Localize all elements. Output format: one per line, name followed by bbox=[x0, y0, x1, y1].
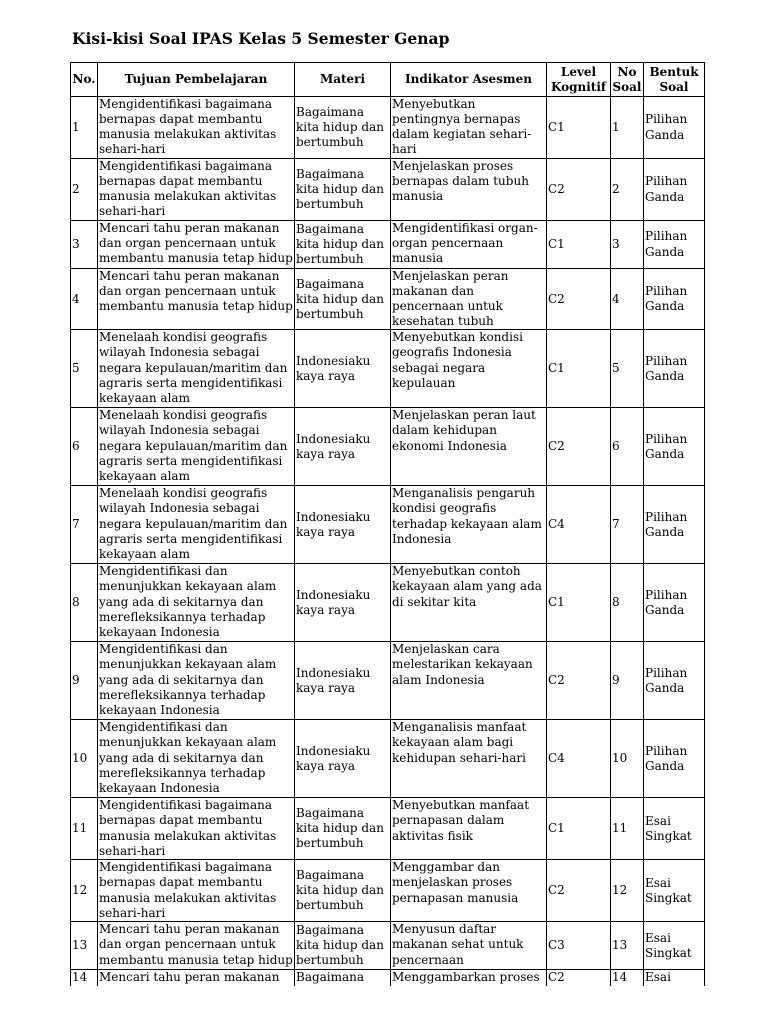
cell-bentuk: Esai bbox=[644, 970, 705, 1010]
cell-materi: Bagaimana kita hidup dan bertumbuh bbox=[295, 159, 391, 221]
cell-tujuan: Menelaah kondisi geografis wilayah Indonesia sebagai negara kepulauan/maritim dan agraris serta mengidentifikasi kekayaan alam bbox=[98, 486, 295, 564]
header-indikator: Indikator Asesmen bbox=[391, 63, 547, 97]
cell-materi: Bagaimana kita hidup dan bertumbuh bbox=[295, 97, 391, 159]
table-row bbox=[71, 408, 705, 486]
cell-indikator: Menyusun daftar makanan sehat untuk pencernaan bbox=[391, 922, 547, 970]
cell-tujuan: Mengidentifikasi bagaimana bernapas dapat membantu manusia melakukan aktivitas sehari-hari bbox=[98, 860, 295, 922]
cell-level: C1 bbox=[547, 564, 611, 642]
header-level bbox=[547, 63, 611, 97]
kisi-kisi-table bbox=[70, 62, 705, 1010]
cell-materi: Indonesiaku kaya raya bbox=[295, 720, 391, 798]
cell-tujuan: Mengidentifikasi bagaimana bernapas dapat membantu manusia melakukan aktivitas sehari-hari bbox=[98, 97, 295, 159]
cell-bentuk: Pilihan Ganda bbox=[644, 642, 705, 720]
header-tujuan: Tujuan Pembelajaran bbox=[98, 63, 295, 97]
cell-soal: 2 bbox=[611, 159, 644, 221]
cell-level: C2 bbox=[547, 970, 611, 1010]
cell-soal: 14 bbox=[611, 970, 644, 1010]
header-soal-line2: Soal bbox=[612, 79, 642, 94]
cell-materi: Bagaimana kita hidup dan bertumbuh bbox=[295, 798, 391, 860]
cell-bentuk: Pilihan Ganda bbox=[644, 269, 705, 330]
cell-materi: Bagaimana kita hidup dan bertumbuh bbox=[295, 922, 391, 970]
cell-level: C1 bbox=[547, 221, 611, 269]
table-header-row bbox=[71, 63, 705, 97]
cell-indikator: Menyebutkan contoh kekayaan alam yang ada di sekitar kita bbox=[391, 564, 547, 642]
cell-bentuk: Pilihan Ganda bbox=[644, 330, 705, 408]
cell-no: 7 bbox=[71, 486, 98, 564]
cell-tujuan: Mencari tahu peran makanan bbox=[98, 970, 295, 1010]
table-row bbox=[71, 720, 705, 798]
cell-no: 13 bbox=[71, 922, 98, 970]
cell-no: 6 bbox=[71, 408, 98, 486]
cell-level: C3 bbox=[547, 922, 611, 970]
cell-soal: 9 bbox=[611, 642, 644, 720]
cell-no: 11 bbox=[71, 798, 98, 860]
cell-materi: Bagaimana kita hidup dan bertumbuh bbox=[295, 221, 391, 269]
cell-tujuan: Mengidentifikasi bagaimana bernapas dapat membantu manusia melakukan aktivitas sehari-hari bbox=[98, 159, 295, 221]
header-soal bbox=[611, 63, 644, 97]
cell-level: C1 bbox=[547, 97, 611, 159]
cell-level: C4 bbox=[547, 486, 611, 564]
cell-no: 14 bbox=[71, 970, 98, 1010]
cell-materi: Bagaimana kita hidup dan bertumbuh bbox=[295, 269, 391, 330]
table-row bbox=[71, 798, 705, 860]
cell-indikator: Menjelaskan peran makanan dan pencernaan untuk kesehatan tubuh bbox=[391, 269, 547, 330]
header-bentuk-line1: Bentuk bbox=[649, 64, 699, 79]
cell-indikator: Menyebutkan kondisi geografis Indonesia sebagai negara kepulauan bbox=[391, 330, 547, 408]
cell-indikator: Menyebutkan pentingnya bernapas dalam kegiatan sehari-hari bbox=[391, 97, 547, 159]
cell-no: 2 bbox=[71, 159, 98, 221]
cell-indikator: Menjelaskan proses bernapas dalam tubuh manusia bbox=[391, 159, 547, 221]
header-materi: Materi bbox=[295, 63, 391, 97]
table-row bbox=[71, 860, 705, 922]
cell-no: 9 bbox=[71, 642, 98, 720]
cell-soal: 7 bbox=[611, 486, 644, 564]
table-row bbox=[71, 922, 705, 970]
cell-indikator: Menggambar dan menjelaskan proses pernapasan manusia bbox=[391, 860, 547, 922]
table-row bbox=[71, 221, 705, 269]
cell-tujuan: Menelaah kondisi geografis wilayah Indonesia sebagai negara kepulauan/maritim dan agraris serta mengidentifikasi kekayaan alam bbox=[98, 330, 295, 408]
cell-materi: Bagaimana bbox=[295, 970, 391, 1010]
cell-level: C1 bbox=[547, 330, 611, 408]
cell-bentuk: Esai Singkat bbox=[644, 922, 705, 970]
cell-soal: 12 bbox=[611, 860, 644, 922]
cell-soal: 5 bbox=[611, 330, 644, 408]
cell-tujuan: Menelaah kondisi geografis wilayah Indonesia sebagai negara kepulauan/maritim dan agraris serta mengidentifikasi kekayaan alam bbox=[98, 408, 295, 486]
cell-bentuk: Pilihan Ganda bbox=[644, 564, 705, 642]
cell-tujuan: Mencari tahu peran makanan dan organ pencernaan untuk membantu manusia tetap hidup bbox=[98, 221, 295, 269]
cell-bentuk: Pilihan Ganda bbox=[644, 408, 705, 486]
cell-level: C1 bbox=[547, 798, 611, 860]
cell-soal: 11 bbox=[611, 798, 644, 860]
table-row bbox=[71, 159, 705, 221]
cell-tujuan: Mencari tahu peran makanan dan organ pencernaan untuk membantu manusia tetap hidup bbox=[98, 269, 295, 330]
cell-bentuk: Pilihan Ganda bbox=[644, 97, 705, 159]
cell-materi: Indonesiaku kaya raya bbox=[295, 564, 391, 642]
cell-no: 4 bbox=[71, 269, 98, 330]
header-bentuk-line2: Soal bbox=[659, 79, 689, 94]
cell-level: C2 bbox=[547, 269, 611, 330]
header-soal-line1: No bbox=[617, 64, 637, 79]
cell-bentuk: Pilihan Ganda bbox=[644, 159, 705, 221]
cell-soal: 1 bbox=[611, 97, 644, 159]
cell-soal: 4 bbox=[611, 269, 644, 330]
cell-soal: 10 bbox=[611, 720, 644, 798]
cell-indikator: Menyebutkan manfaat pernapasan dalam aktivitas fisik bbox=[391, 798, 547, 860]
cell-level: C2 bbox=[547, 408, 611, 486]
cell-level: C2 bbox=[547, 159, 611, 221]
cell-materi: Indonesiaku kaya raya bbox=[295, 642, 391, 720]
cell-level: C4 bbox=[547, 720, 611, 798]
cell-indikator: Mengidentifikasi organ-organ pencernaan manusia bbox=[391, 221, 547, 269]
cell-indikator: Menganalisis pengaruh kondisi geografis terhadap kekayaan alam Indonesia bbox=[391, 486, 547, 564]
cell-bentuk: Esai Singkat bbox=[644, 798, 705, 860]
cell-materi: Bagaimana kita hidup dan bertumbuh bbox=[295, 860, 391, 922]
cell-tujuan: Mengidentifikasi dan menunjukkan kekayaan alam yang ada di sekitarnya dan merefleksikannya terhadap kekayaan Indonesia bbox=[98, 720, 295, 798]
cell-level: C2 bbox=[547, 860, 611, 922]
cell-indikator: Menggambarkan proses bbox=[391, 970, 547, 1010]
cell-soal: 13 bbox=[611, 922, 644, 970]
cell-indikator: Menjelaskan cara melestarikan kekayaan alam Indonesia bbox=[391, 642, 547, 720]
header-no: No. bbox=[71, 63, 98, 97]
cell-tujuan: Mengidentifikasi dan menunjukkan kekayaan alam yang ada di sekitarnya dan merefleksikannya terhadap kekayaan Indonesia bbox=[98, 564, 295, 642]
cell-materi: Indonesiaku kaya raya bbox=[295, 330, 391, 408]
cell-no: 8 bbox=[71, 564, 98, 642]
cell-no: 5 bbox=[71, 330, 98, 408]
cell-materi: Indonesiaku kaya raya bbox=[295, 486, 391, 564]
header-level-line1: Level bbox=[560, 64, 597, 79]
cell-indikator: Menganalisis manfaat kekayaan alam bagi kehidupan sehari-hari bbox=[391, 720, 547, 798]
table-row bbox=[71, 269, 705, 330]
table-row bbox=[71, 642, 705, 720]
cell-no: 3 bbox=[71, 221, 98, 269]
cell-soal: 6 bbox=[611, 408, 644, 486]
cell-materi: Indonesiaku kaya raya bbox=[295, 408, 391, 486]
document-title: Kisi-kisi Soal IPAS Kelas 5 Semester Genap bbox=[72, 29, 450, 48]
header-bentuk bbox=[644, 63, 705, 97]
table-row bbox=[71, 330, 705, 408]
page-bottom-margin bbox=[0, 986, 768, 1024]
cell-bentuk: Pilihan Ganda bbox=[644, 720, 705, 798]
cell-soal: 8 bbox=[611, 564, 644, 642]
cell-indikator: Menjelaskan peran laut dalam kehidupan ekonomi Indonesia bbox=[391, 408, 547, 486]
table-row bbox=[71, 97, 705, 159]
cell-soal: 3 bbox=[611, 221, 644, 269]
table-row bbox=[71, 486, 705, 564]
cell-bentuk: Pilihan Ganda bbox=[644, 486, 705, 564]
header-level-line2: Kognitif bbox=[550, 79, 607, 94]
cell-level: C2 bbox=[547, 642, 611, 720]
cell-tujuan: Mengidentifikasi bagaimana bernapas dapat membantu manusia melakukan aktivitas sehari-hari bbox=[98, 798, 295, 860]
cell-no: 12 bbox=[71, 860, 98, 922]
cell-no: 10 bbox=[71, 720, 98, 798]
cell-no: 1 bbox=[71, 97, 98, 159]
cell-tujuan: Mengidentifikasi dan menunjukkan kekayaan alam yang ada di sekitarnya dan merefleksikannya terhadap kekayaan Indonesia bbox=[98, 642, 295, 720]
table-row bbox=[71, 564, 705, 642]
cell-tujuan: Mencari tahu peran makanan dan organ pencernaan untuk membantu manusia tetap hidup bbox=[98, 922, 295, 970]
cell-bentuk: Esai Singkat bbox=[644, 860, 705, 922]
cell-bentuk: Pilihan Ganda bbox=[644, 221, 705, 269]
